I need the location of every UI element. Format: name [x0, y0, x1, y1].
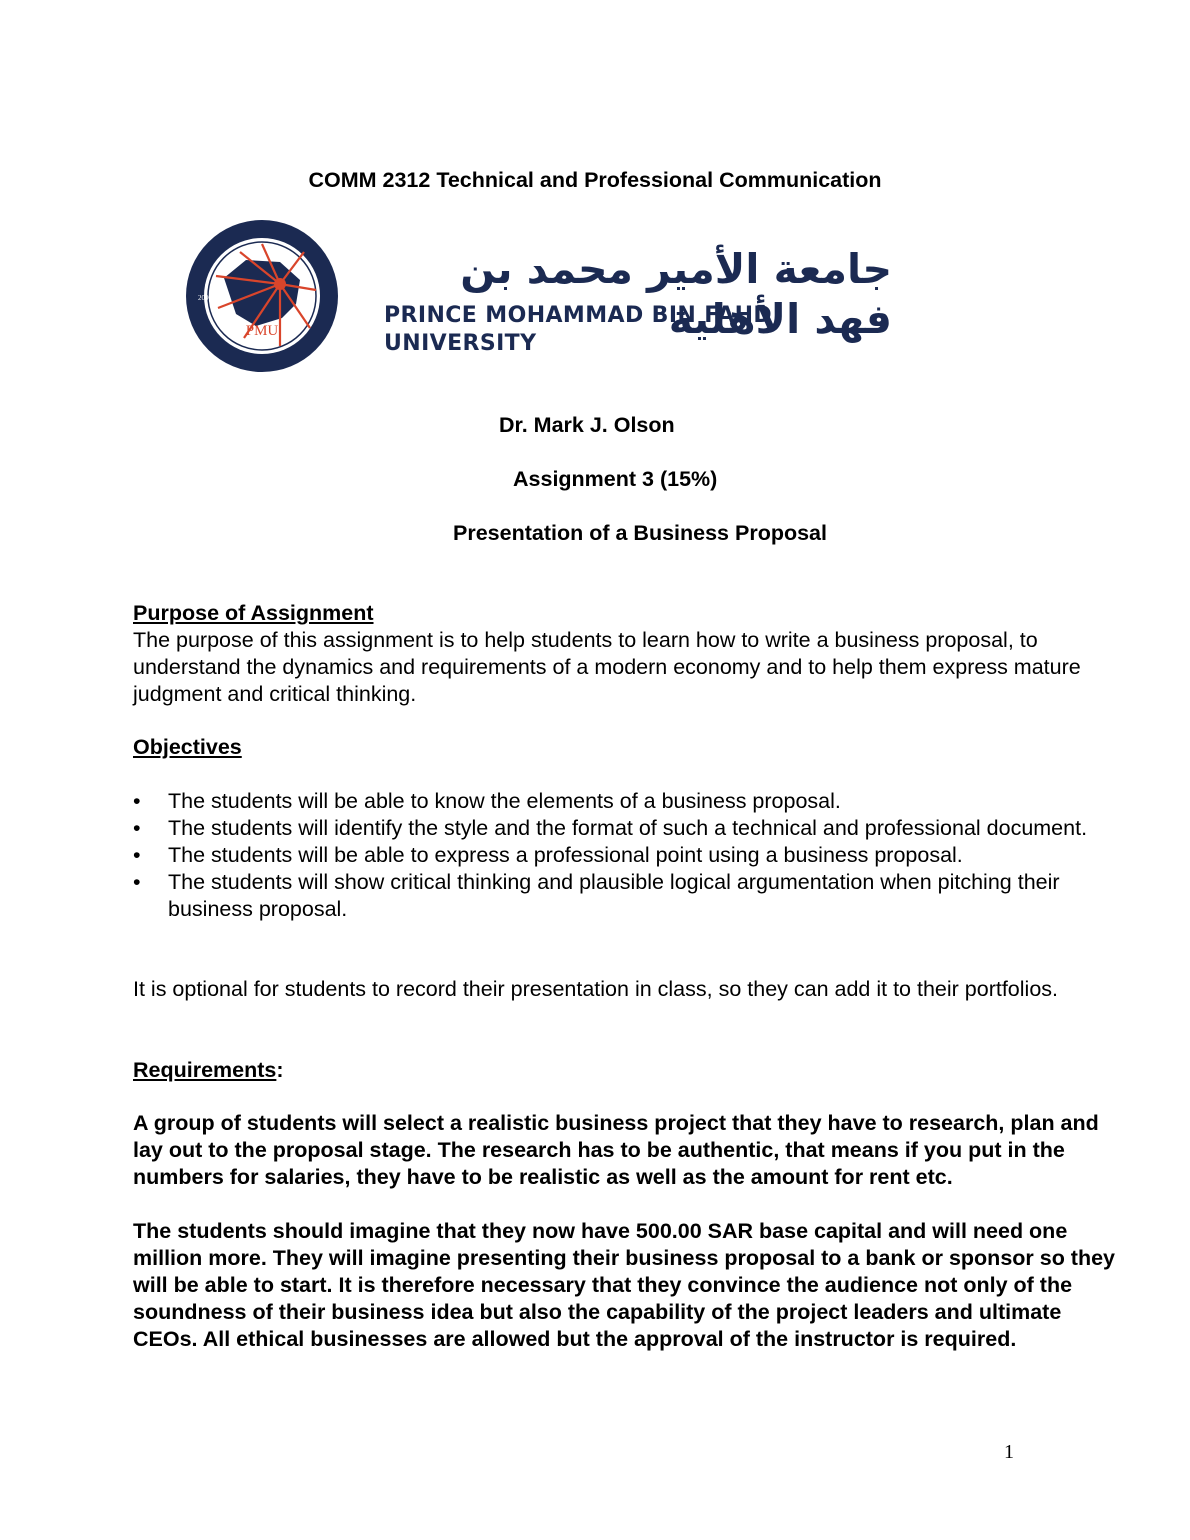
purpose-paragraph: The purpose of this assignment is to help students to learn how to write a business proposal, to understand the dynamics and requirements of a modern economy and to help them express mature judgment and critical thinking. — [133, 628, 1081, 706]
course-title: COMM 2312 Technical and Professional Communication — [308, 168, 882, 192]
university-name-arabic: جامعة الأمير محمد بن فهد الأهلية — [460, 245, 892, 343]
bullet-icon: • — [133, 816, 141, 840]
requirements-paragraph-2: The students should imagine that they now have 500.00 SAR base capital and will need one million more. They will imagine presenting their business proposal to a bank or sponsor so they will be able to start. It is therefore necessary that they convince the audience not only of the soundness of their business idea but also the capability of the project leaders and ultimate CEOs. All ethical businesses are allowed but the approval of the instructor is required. — [133, 1219, 1116, 1351]
objective-text: The students will be able to express a professional point using a business proposal. — [168, 843, 963, 867]
assignment-subtitle: Presentation of a Business Proposal — [453, 521, 827, 545]
university-name-english: PRINCE MOHAMMAD BIN FAHD UNIVERSITY — [384, 303, 773, 356]
seal-year-text: 2006 — [198, 294, 212, 302]
objective-text: The students will show critical thinking and plausible logical argumentation when pitching their business proposal. — [168, 870, 1060, 921]
list-item — [133, 842, 1123, 869]
purpose-heading: Purpose of Assignment — [133, 601, 374, 625]
list-item — [133, 815, 1123, 842]
objectives-heading: Objectives — [133, 735, 242, 759]
objectives-list — [133, 788, 1123, 923]
instructor-name: Dr. Mark J. Olson — [499, 413, 675, 437]
optional-recording-note: It is optional for students to record their presentation in class, so they can add it to their portfolios. — [133, 977, 1058, 1001]
seal-pmu-text: PMU — [245, 323, 279, 339]
page-number: 1 — [1004, 1441, 1014, 1463]
requirements-heading-label: Requirements — [133, 1058, 277, 1082]
bullet-icon: • — [133, 789, 141, 813]
objective-text: The students will identify the style and the format of such a technical and professional document. — [168, 816, 1088, 840]
requirements-heading — [133, 1057, 1123, 1084]
university-seal-logo — [184, 218, 340, 374]
list-item — [133, 788, 1123, 815]
bullet-icon: • — [133, 843, 141, 867]
requirements-heading-colon: : — [276, 1058, 284, 1082]
bullet-icon: • — [133, 870, 141, 894]
objective-text: The students will be able to know the elements of a business proposal. — [168, 789, 841, 813]
requirements-paragraph-1: A group of students will select a realistic business project that they have to research, plan and lay out to the proposal stage. The research has to be authentic, that means if you put in the numbers for salaries, they have to be realistic as well as the amount for rent etc. — [133, 1111, 1099, 1189]
list-item — [133, 869, 1123, 923]
assignment-title: Assignment 3 (15%) — [513, 467, 718, 491]
